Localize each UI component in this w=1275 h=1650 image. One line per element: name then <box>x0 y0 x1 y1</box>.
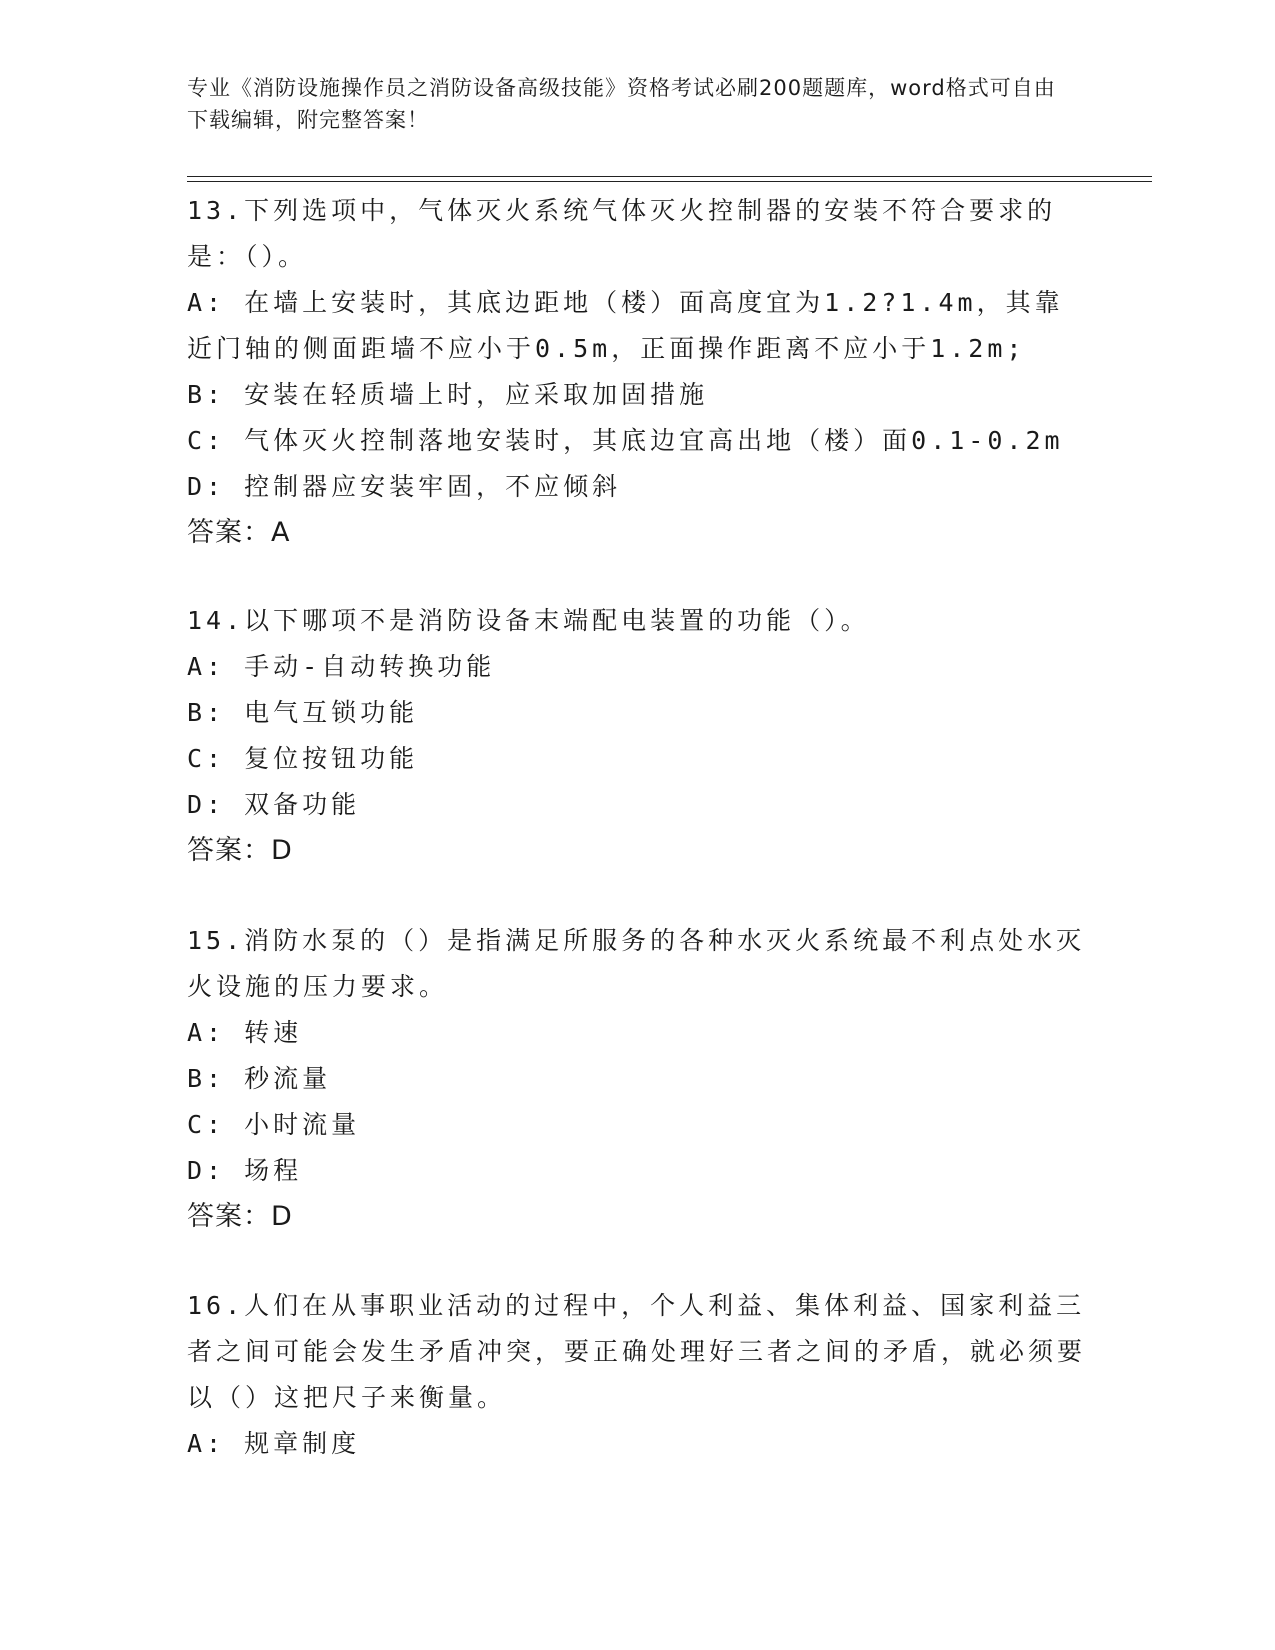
question-stem: 14.以下哪项不是消防设备末端配电装置的功能（）。 <box>187 606 870 635</box>
option-a: A: 手动-自动转换功能 <box>187 652 496 681</box>
option-d: D: 双备功能 <box>187 790 361 819</box>
option-a: A: 规章制度 <box>187 1429 361 1458</box>
header-rule-bottom <box>187 181 1152 182</box>
answer-label: 答案：D <box>187 835 293 866</box>
question-16 <box>187 1283 1087 1467</box>
option-d: D: 控制器应安装牢固，不应倾斜 <box>187 472 622 501</box>
option-c: C: 小时流量 <box>187 1110 361 1139</box>
answer-label: 答案：A <box>187 517 291 548</box>
option-b: B: 安装在轻质墙上时，应采取加固措施 <box>187 380 709 409</box>
option-a: A: 在墙上安装时，其底边距地（楼）面高度宜为1.2?1.4m，其靠近门轴的侧面距墙不应小于0.5m，正面操作距离不应小于1.2m; <box>187 288 1064 363</box>
question-stem: 16.人们在从事职业活动的过程中，个人利益、集体利益、国家利益三者之间可能会发生矛盾冲突，要正确处理好三者之间的矛盾，就必须要以（）这把尺子来衡量。 <box>187 1291 1087 1412</box>
option-c: C: 复位按钮功能 <box>187 744 419 773</box>
answer-label: 答案：D <box>187 1201 293 1232</box>
option-b: B: 电气互锁功能 <box>187 698 419 727</box>
question-stem: 15.消防水泵的（）是指满足所服务的各种水灭火系统最不利点处水灭火设施的压力要求。 <box>187 926 1086 1001</box>
question-14 <box>187 598 1087 874</box>
header-note: 专业《消防设施操作员之消防设备高级技能》资格考试必刷200题题库，word格式可自由下载编辑，附完整答案！ <box>187 76 1056 132</box>
option-d: D: 场程 <box>187 1156 303 1185</box>
option-b: B: 秒流量 <box>187 1064 332 1093</box>
header-rule-top <box>187 176 1152 177</box>
question-stem: 13.下列选项中，气体灭火系统气体灭火控制器的安装不符合要求的是：（）。 <box>187 196 1057 271</box>
option-c: C: 气体灭火控制落地安装时，其底边宜高出地（楼）面0.1-0.2m <box>187 426 1064 455</box>
question-13 <box>187 188 1087 556</box>
question-15 <box>187 918 1087 1240</box>
option-a: A: 转速 <box>187 1018 303 1047</box>
